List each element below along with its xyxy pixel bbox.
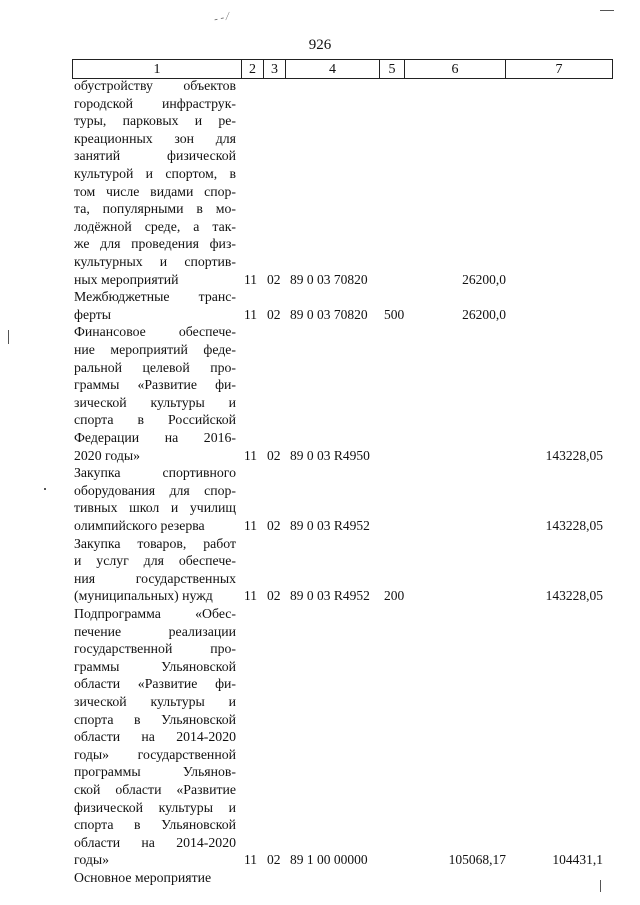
description-line: ской области «Развитие: [74, 781, 236, 797]
row-c4-cell: 89 0 03 R4952: [290, 588, 370, 604]
description-line: 2020 годы»: [74, 447, 141, 463]
description-line: лодёжной среде, а так-: [74, 218, 236, 234]
row-c3-cell: 02: [267, 517, 281, 533]
row-c2-cell: 11: [244, 588, 257, 604]
row-c4-cell: 89 1 00 00000: [290, 852, 368, 868]
description-line: ния государственных: [74, 570, 236, 586]
description-line: граммы Ульяновской: [74, 658, 236, 674]
description-line: том числе видами спор-: [74, 183, 236, 199]
description-line: государственной про-: [74, 641, 236, 657]
row-description: [74, 464, 236, 534]
description-line: и услуг для обеспече-: [74, 553, 236, 569]
description-line: городской инфраструк-: [74, 95, 236, 111]
row-description: [74, 605, 236, 869]
description-line: та, популярными в мо-: [74, 201, 236, 217]
row-c2-cell: 11: [244, 271, 257, 287]
row-c3-cell: 02: [267, 271, 281, 287]
description-line: Подпрограмма «Обес-: [74, 606, 236, 621]
description-line: Закупка товаров, работ: [74, 535, 236, 551]
description-line: Основное мероприятие: [74, 870, 212, 885]
row-c2-cell: 11: [244, 517, 257, 533]
col-header-5: 5: [380, 60, 405, 79]
column-header-row: [73, 60, 613, 79]
description-line: спорта в Ульяновской: [74, 711, 236, 727]
row-c7-cell: 143228,05: [545, 588, 603, 604]
description-line: области на 2014-2020: [74, 729, 236, 745]
col-header-4: 4: [286, 60, 380, 79]
scan-mark: - - ⁄: [212, 10, 230, 26]
description-line: обустройству объектов: [74, 78, 236, 93]
column-header-table: [72, 59, 613, 79]
row-description: [74, 288, 236, 323]
description-line: годы»: [74, 852, 110, 868]
description-line: же для проведения физ-: [74, 236, 236, 252]
description-line: туры, парковых и ре-: [74, 113, 236, 129]
description-line: креационных зон для: [74, 130, 236, 146]
description-line: занятий физической: [74, 148, 236, 164]
description-line: области «Развитие фи-: [74, 676, 236, 692]
col-header-2: 2: [242, 60, 264, 79]
scan-speck: [600, 880, 601, 892]
description-line: спорта в Ульяновской: [74, 817, 236, 833]
description-line: ных мероприятий: [74, 271, 179, 287]
row-c2-cell: 11: [244, 447, 257, 463]
description-line: зической культуры и: [74, 693, 236, 709]
scan-speck: [44, 488, 46, 490]
description-line: граммы «Развитие фи-: [74, 377, 236, 393]
row-c5-cell: 500: [384, 306, 405, 322]
row-c7-cell: 143228,05: [545, 447, 603, 463]
description-line: области на 2014-2020: [74, 834, 236, 850]
col-header-3: 3: [264, 60, 286, 79]
description-line: печение реализации: [74, 623, 236, 639]
col-header-7: 7: [506, 60, 613, 79]
row-c4-cell: 89 0 03 R4950: [290, 447, 370, 463]
row-c2-cell: 11: [244, 852, 257, 868]
description-line: Закупка спортивного: [74, 465, 236, 481]
row-c7-cell: 104431,1: [552, 852, 603, 868]
description-line: Межбюджетные транс-: [74, 289, 236, 305]
row-c3-cell: 02: [267, 588, 281, 604]
description-line: тивных школ и училищ: [74, 500, 236, 516]
row-c3-cell: 02: [267, 306, 281, 322]
row-c6-cell: 26200,0: [462, 306, 506, 322]
col-header-6: 6: [405, 60, 506, 79]
scan-speck: [8, 330, 9, 344]
row-c3-cell: 02: [267, 447, 281, 463]
row-description: [74, 535, 236, 605]
row-c6-cell: 26200,0: [462, 271, 506, 287]
row-description: [74, 869, 236, 887]
row-c3-cell: 02: [267, 852, 281, 868]
description-line: спорта в Российской: [74, 412, 236, 428]
description-line: годы» государственной: [74, 746, 236, 762]
description-line: Федерации на 2016-: [74, 429, 236, 445]
row-c4-cell: 89 0 03 R4952: [290, 517, 370, 533]
col-header-1: 1: [73, 60, 242, 79]
row-c6-cell: 105068,17: [448, 852, 506, 868]
description-line: физической культуры и: [74, 799, 236, 815]
description-line: культурных и спортив-: [74, 253, 236, 269]
row-description: [74, 77, 236, 288]
description-line: ние мероприятий феде-: [74, 341, 236, 357]
description-line: оборудования для спор-: [74, 482, 236, 498]
description-line: программы Ульянов-: [74, 764, 236, 780]
description-line: ральной целевой про-: [74, 359, 236, 375]
row-c2-cell: 11: [244, 306, 257, 322]
description-line: Финансовое обеспече-: [74, 324, 236, 340]
description-line: (муниципальных) нужд: [74, 588, 213, 604]
row-c4-cell: 89 0 03 70820: [290, 271, 368, 287]
row-c5-cell: 200: [384, 588, 405, 604]
description-line: зической культуры и: [74, 394, 236, 410]
description-line: ферты: [74, 306, 112, 322]
scan-speck: [600, 10, 614, 11]
row-c4-cell: 89 0 03 70820: [290, 306, 368, 322]
row-c7-cell: 143228,05: [545, 517, 603, 533]
description-line: олимпийского резерва: [74, 517, 205, 533]
row-description: [74, 323, 236, 464]
page-number: 926: [308, 37, 332, 53]
description-line: культурой и спортом, в: [74, 165, 236, 181]
